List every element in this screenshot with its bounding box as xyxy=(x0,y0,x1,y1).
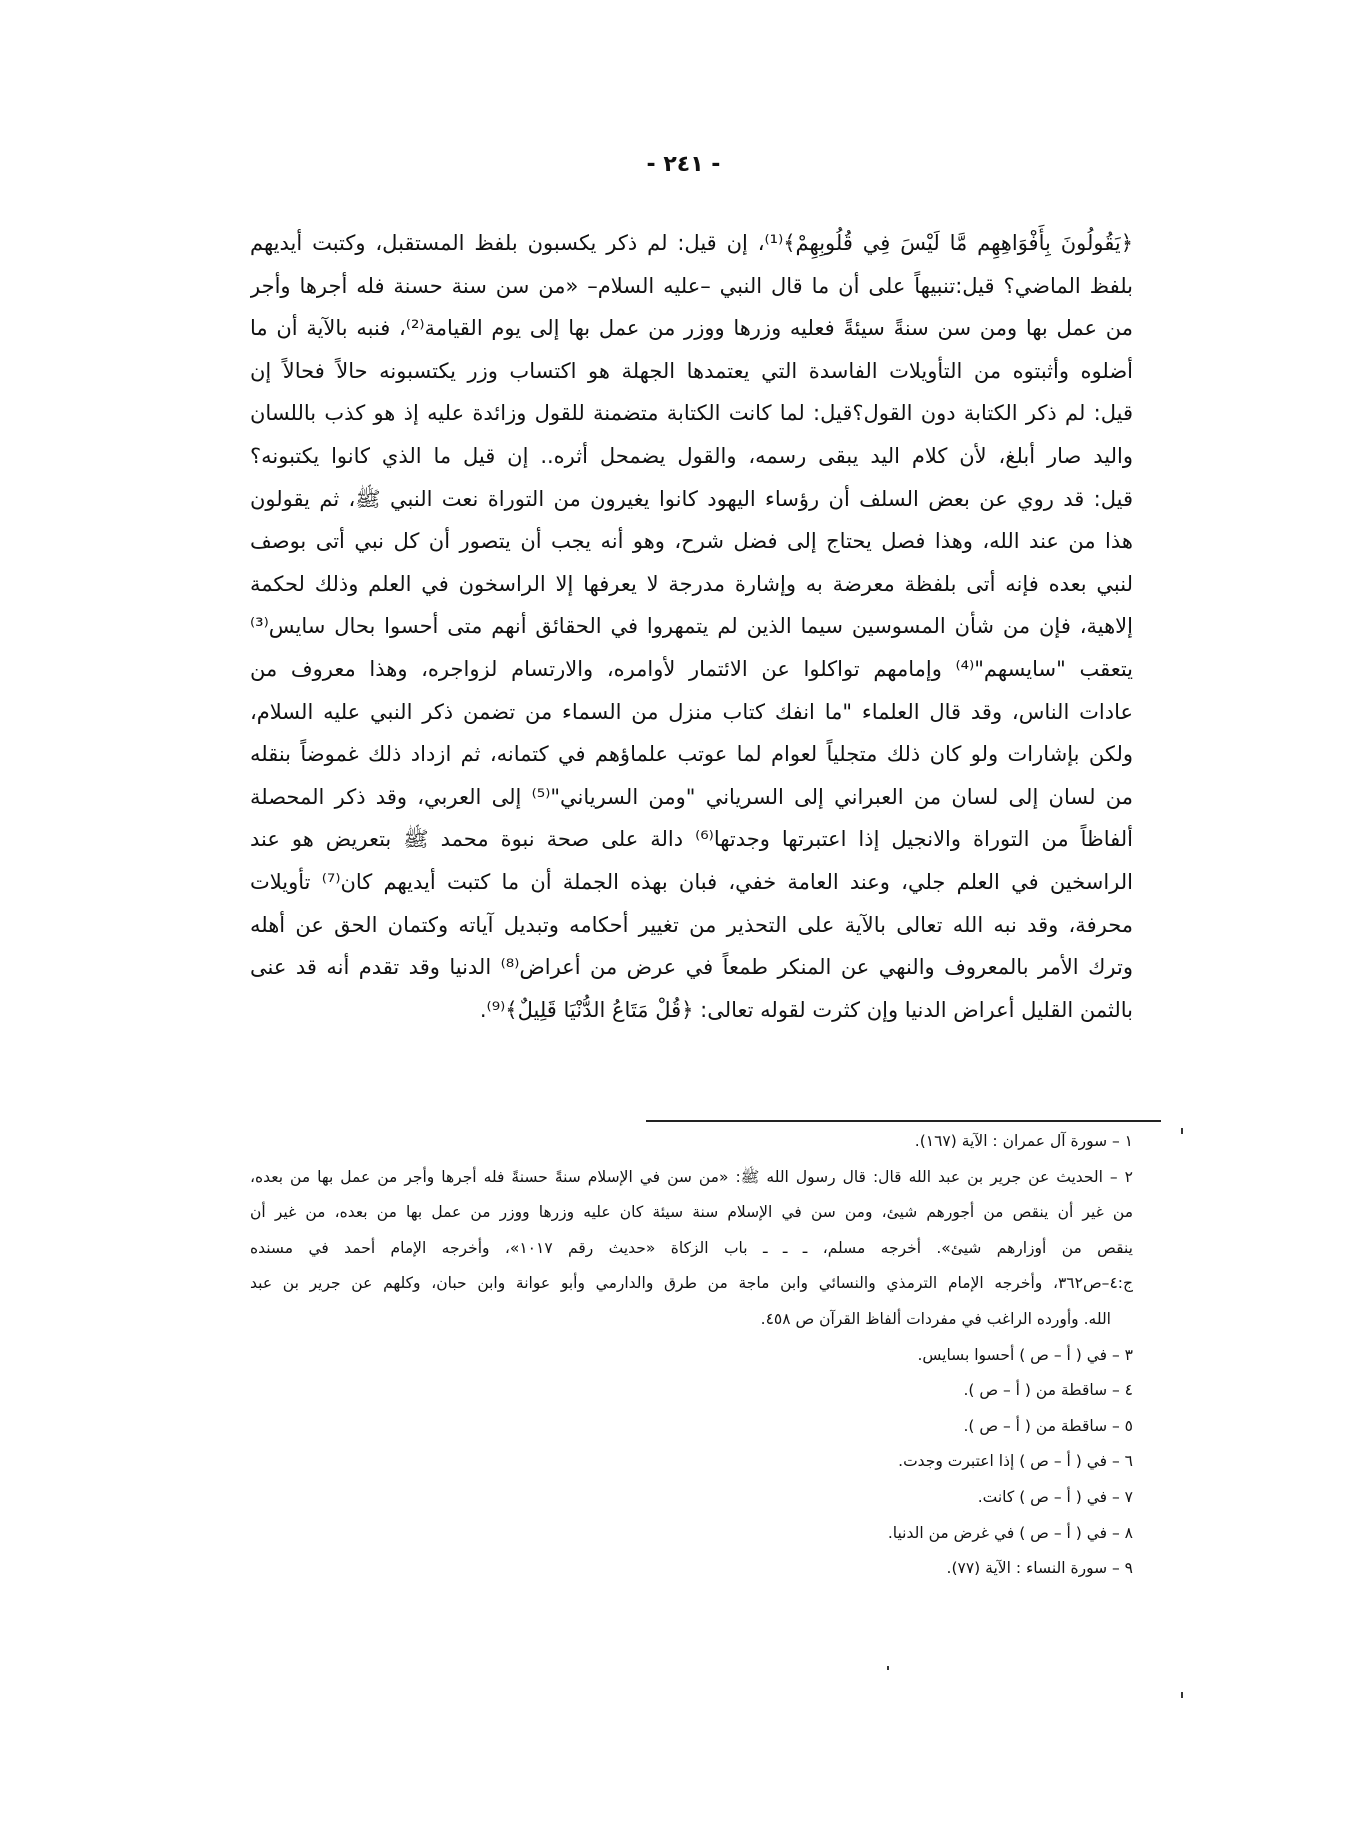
body-text xyxy=(250,222,1133,1031)
body-line: إلاهية، فإن من شأن المسوسين سيما الذين لم يتمهروا في الحقائق أنهم متى أحسوا بحال سايس⁽³⁾ xyxy=(250,614,1133,639)
footnote-continuation: الله. وأورده الراغب في مفردات ألفاظ القرآن ص ٤٥٨. xyxy=(760,1309,1111,1328)
body-line: واليد صار أبلغ، لأن كلام اليد يبقى رسمه، والقول يضمحل أثره.. إن قيل ما الذي كانوا يكتبونه؟ xyxy=(250,443,1133,468)
body-line: هذا من عند الله، وهذا فصل يحتاج إلى فضل شرح، وهو أنه يجب أن يتصور أن كل نبي أتى بوصف xyxy=(250,529,1133,554)
footnote: ١ – سورة آل عمران : الآية (١٦٧). xyxy=(914,1132,1133,1150)
body-line: من لسان إلى لسان من العبراني إلى السرياني "ومن السرياني"⁽⁵⁾ إلى العربي، وقد ذكر المحصلة xyxy=(250,784,1133,809)
body-line: بلفظ الماضي؟ قيل:تنبيهاً على أن ما قال النبي –عليه السلام– «من سن سنة حسنة فله أجرها وأجر xyxy=(250,273,1133,298)
footnote: ٧ – في ( أ – ص ) كانت. xyxy=(977,1487,1133,1506)
footnote-separator xyxy=(646,1120,1161,1122)
body-line: وترك الأمر بالمعروف والنهي عن المنكر طمعاً في عرض من أعراض⁽⁸⁾ الدنيا وقد تقدم أنه قد عنى xyxy=(250,955,1133,980)
footnote-continuation: ينقص من أوزارهم شيئ». أخرجه مسلم، ـ ـ ـ باب الزكاة «حديث رقم ١٠١٧»، وأخرجه الإمام أحمد في مسنده xyxy=(250,1238,1133,1257)
footnotes xyxy=(250,1124,1133,1587)
footnote: ٣ – في ( أ – ص ) أحسوا بسايس. xyxy=(917,1345,1133,1364)
body-line: الراسخين في العلم جلي، وعند العامة خفي، فبان بهذه الجملة أن ما كتبت أيديهم كان⁽⁷⁾ تأويلات xyxy=(250,869,1133,894)
footnote: ٨ – في ( أ – ص ) في غرض من الدنيا. xyxy=(887,1523,1133,1542)
scan-mark xyxy=(887,1666,889,1670)
footnote-continuation: من غير أن ينقص من أجورهم شيئ، ومن سن في الإسلام سنة سيئة كان عليه وزرها ووزر من عمل بها من بعده، من غير أن xyxy=(250,1203,1133,1222)
body-line: أضلوه وأثبتوه من التأويلات الفاسدة التي يعتمدها الجهلة هو اكتساب وزر يكتسبونه حالاً فحالاً إن xyxy=(250,358,1133,383)
footnote-continuation: ج:٤–ص٣٦٢، وأخرجه الإمام الترمذي والنسائي وابن ماجة من طرق والدارمي وأبو عوانة وابن حبان، وكلهم عن جرير بن عبد xyxy=(250,1274,1133,1293)
footnote: ٥ – ساقطة من ( أ – ص ). xyxy=(963,1416,1133,1435)
footnote: ٢ – الحديث عن جرير بن عبد الله قال: قال رسول الله ﷺ: «من سن في الإسلام سنةً حسنةً فله أجرها وأجر من عمل بها من بعده، xyxy=(250,1167,1133,1186)
page-number: - ٢٤١ - xyxy=(646,152,721,177)
body-line: محرفة، وقد نبه الله تعالى بالآية على التحذير من تغيير أحكامه وتبديل آياته وكتمان الحق عن أهله xyxy=(250,912,1133,937)
body-line: قيل: لم ذكر الكتابة دون القول؟قيل: لما كانت الكتابة متضمنة للقول وزائدة عليه إذ هو كذب باللسان xyxy=(250,401,1133,426)
body-line: ألفاظاً من التوراة والانجيل إذا اعتبرتها وجدتها⁽⁶⁾ دالة على صحة نبوة محمد ﷺ بتعريض هو عند xyxy=(250,827,1133,852)
body-line: ولكن بإشارات ولو كان ذلك متجلياً لعوام لما عوتب علماؤهم في كتمانه، ثم ازداد ذلك غموضاً بنقله xyxy=(250,742,1133,767)
body-line: بالثمن القليل أعراض الدنيا وإن كثرت لقوله تعالى: ﴿قُلْ مَتَاعُ الدُّنْيَا قَلِيلٌ﴾⁽⁹⁾. xyxy=(479,997,1133,1022)
footnote: ٤ – ساقطة من ( أ – ص ). xyxy=(963,1381,1133,1400)
body-line: من عمل بها ومن سن سنةً سيئةً فعليه وزرها ووزر من عمل بها إلى يوم القيامة⁽²⁾، فنبه بالآية أن ما xyxy=(250,316,1133,341)
body-line: عادات الناس، وقد قال العلماء "ما انفك كتاب منزل من السماء من تضمن ذكر النبي عليه السلام، xyxy=(250,699,1133,724)
body-line: ﴿يَقُولُونَ بِأَفْوَاهِهِم مَّا لَيْسَ فِي قُلُوبِهِمْ﴾⁽¹⁾، إن قيل: لم ذكر يكسبون بلفظ المستقبل، وكتبت أيديهم xyxy=(250,231,1133,255)
scan-mark xyxy=(1181,1692,1183,1698)
body-line: قيل: قد روي عن بعض السلف أن رؤساء اليهود كانوا يغيرون من التوراة نعت النبي ﷺ، ثم يقولون xyxy=(250,486,1133,511)
footnote: ٦ – في ( أ – ص ) إذا اعتبرت وجدت. xyxy=(898,1452,1133,1471)
body-line: يتعقب "سايسهم"⁽⁴⁾ وإمامهم تواكلوا عن الائتمار لأوامره، والارتسام لزواجره، وهذا معروف من xyxy=(250,656,1133,681)
footnote: ٩ – سورة النساء : الآية (٧٧). xyxy=(946,1559,1133,1578)
scan-mark xyxy=(1181,1128,1183,1134)
body-line: لنبي بعده فإنه أتى بلفظة معرضة به وإشارة مدرجة لا يعرفها إلا الراسخون في العلم وذلك لحكمة xyxy=(250,571,1133,596)
